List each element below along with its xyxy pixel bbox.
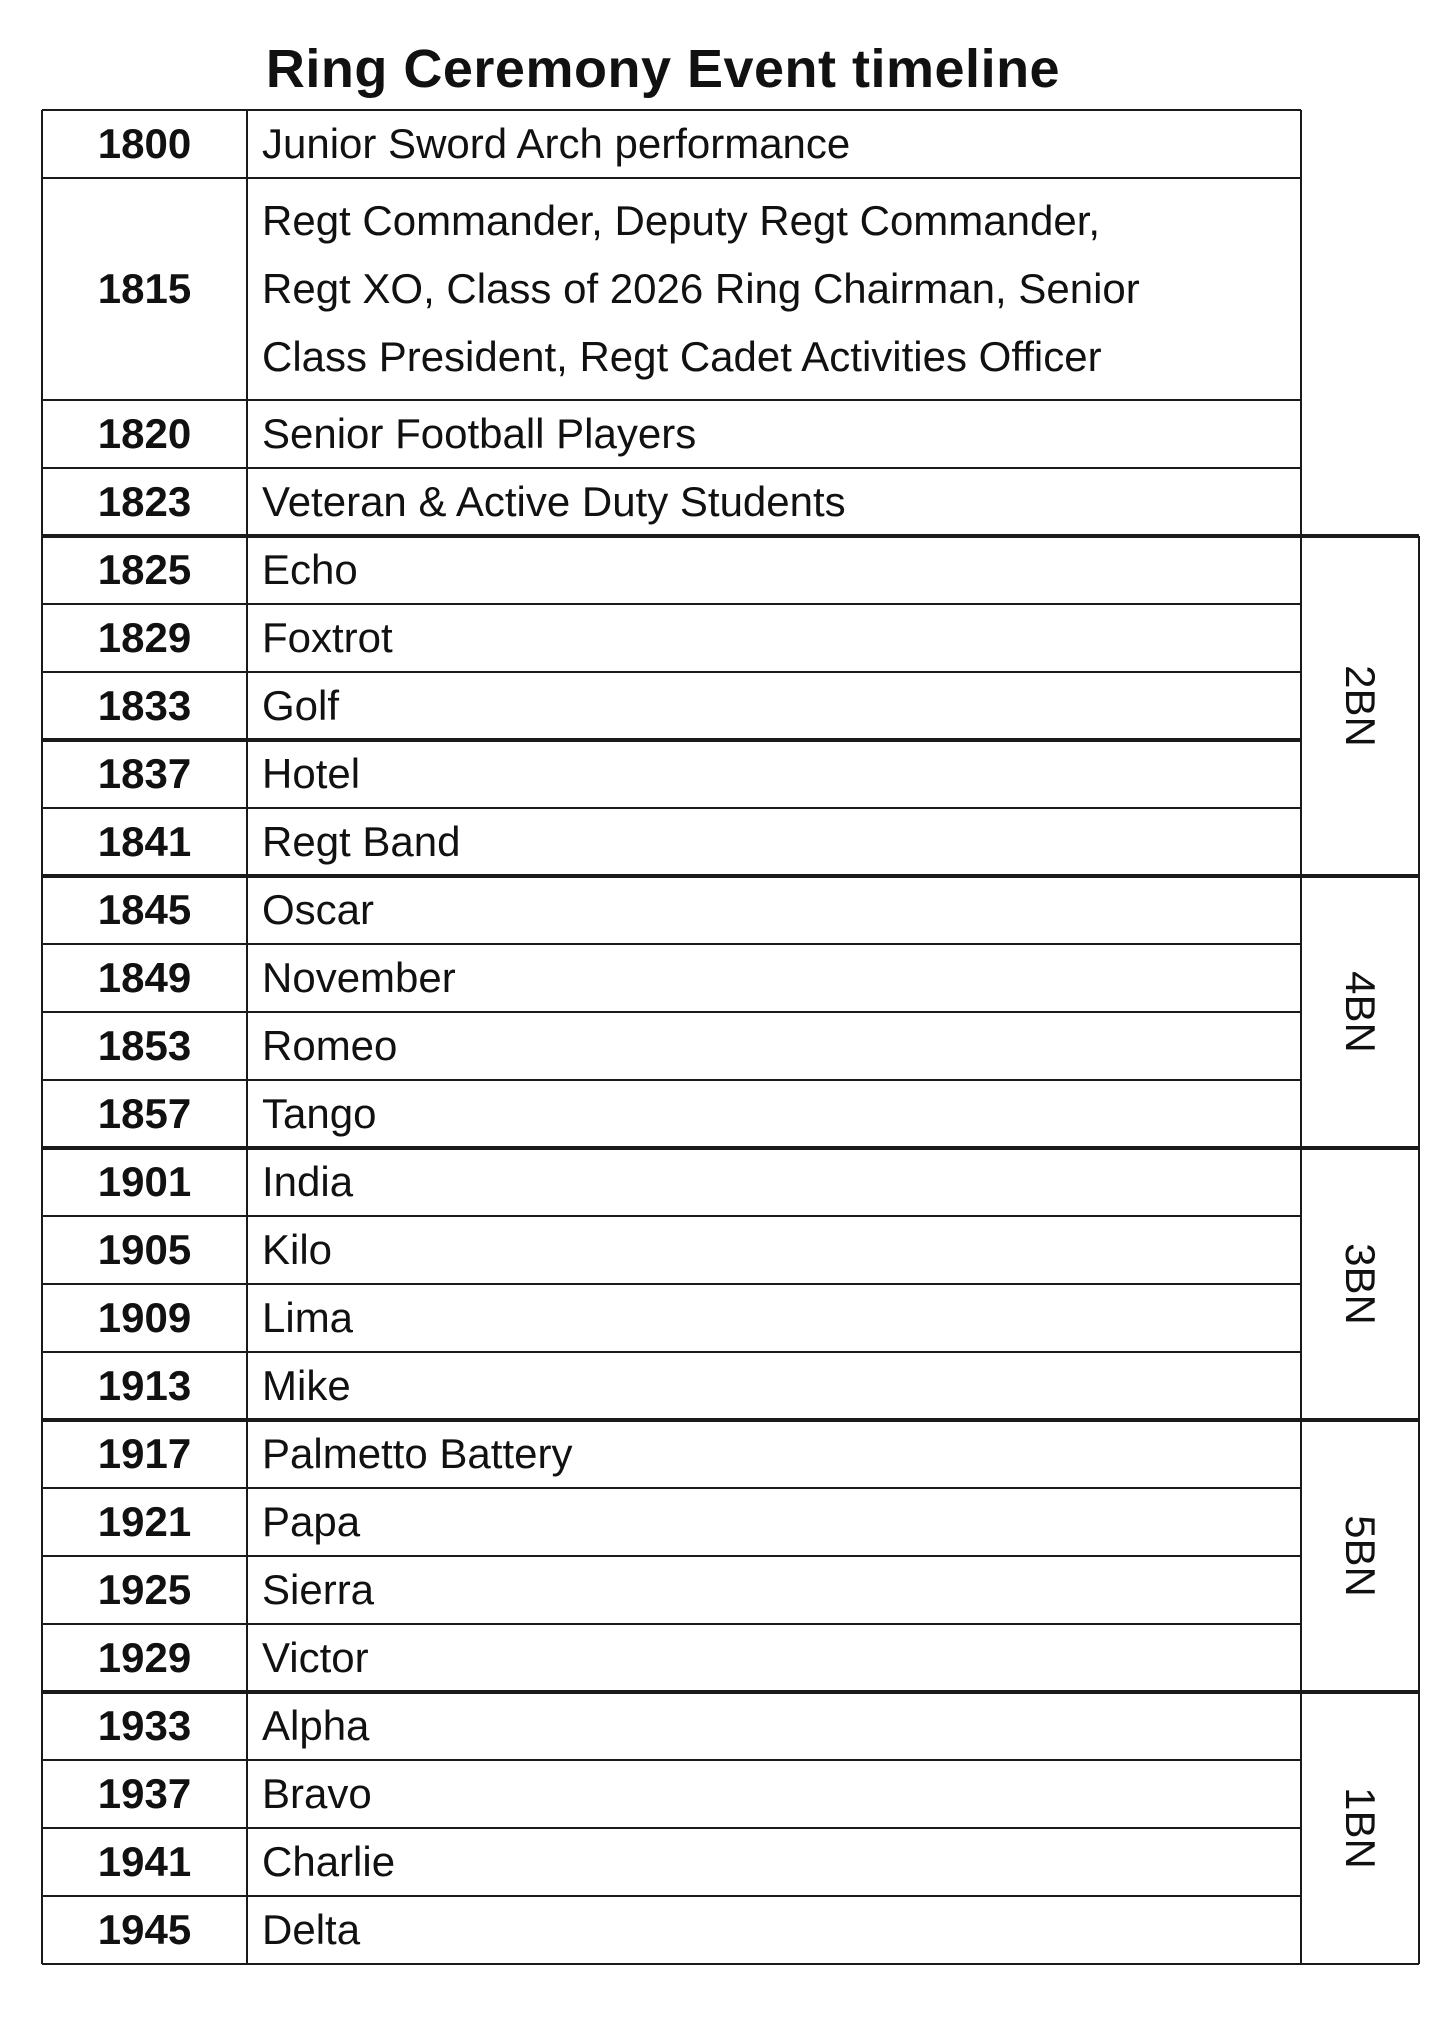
table-row — [42, 1828, 1301, 1896]
row-time: 1841 — [97, 818, 192, 865]
row-event: Tango — [262, 1090, 377, 1137]
battalion-label-text: 1BN — [1336, 1787, 1384, 1869]
row-divider — [42, 1623, 1301, 1625]
table-border-left — [41, 110, 43, 1964]
table-row — [42, 1284, 1301, 1352]
battalion-label — [1301, 536, 1419, 876]
row-divider — [42, 1895, 1301, 1897]
row-time: 1837 — [97, 750, 192, 797]
row-time: 1829 — [97, 614, 192, 661]
table-row — [42, 740, 1301, 808]
row-event: Regt Band — [262, 818, 461, 865]
row-event: Charlie — [262, 1838, 396, 1885]
table-row — [42, 1216, 1301, 1284]
row-event: Romeo — [262, 1022, 398, 1069]
row-divider — [42, 1690, 1419, 1694]
table-row — [42, 944, 1301, 1012]
table-row — [42, 536, 1301, 604]
row-divider — [42, 1283, 1301, 1285]
table-row — [42, 1420, 1301, 1488]
title-text: Ring Ceremony Event timeline — [265, 39, 1061, 99]
column-divider — [246, 110, 248, 1964]
row-time: 1909 — [97, 1294, 192, 1341]
row-divider — [42, 177, 1301, 179]
battalion-label-text: 5BN — [1336, 1515, 1384, 1597]
row-divider — [42, 467, 1301, 469]
row-time: 1853 — [97, 1022, 192, 1069]
row-event: Hotel — [262, 750, 361, 797]
row-event: Palmetto Battery — [262, 1430, 573, 1477]
row-event: Veteran & Active Duty Students — [262, 478, 846, 525]
table-row — [42, 468, 1301, 536]
row-divider — [42, 1487, 1301, 1489]
row-divider — [42, 874, 1419, 878]
row-event: Junior Sword Arch performance — [262, 120, 851, 167]
row-divider — [42, 1146, 1419, 1150]
table-row — [42, 808, 1301, 876]
row-time: 1815 — [97, 265, 192, 312]
battalion-label — [1301, 876, 1419, 1148]
table-row — [42, 400, 1301, 468]
row-time: 1941 — [97, 1838, 192, 1885]
row-divider — [42, 943, 1301, 945]
row-divider — [42, 1759, 1301, 1761]
row-divider — [42, 671, 1301, 673]
row-event: Senior Football Players — [262, 410, 697, 457]
table-row — [42, 1012, 1301, 1080]
row-divider — [42, 1215, 1301, 1217]
table-row — [42, 1352, 1301, 1420]
row-event: Foxtrot — [262, 614, 393, 661]
table-row — [42, 876, 1301, 944]
row-event: Regt Commander, Deputy Regt Commander, Regt XO, Class of 2026 Ring Chairman, Senior Class President, Regt Cadet Activities Officer — [262, 197, 1140, 380]
table-row — [42, 110, 1301, 178]
row-event: Sierra — [262, 1566, 375, 1613]
row-divider — [42, 807, 1301, 809]
table-row — [42, 1488, 1301, 1556]
row-event: Victor — [262, 1634, 369, 1681]
row-time: 1820 — [97, 410, 192, 457]
row-divider — [42, 1555, 1301, 1557]
battalion-label-text: 2BN — [1336, 665, 1384, 747]
battalion-label-text: 4BN — [1336, 971, 1384, 1053]
row-divider — [42, 1079, 1301, 1081]
battalion-label — [1301, 1692, 1419, 1964]
row-time: 1945 — [97, 1906, 192, 1953]
row-divider — [42, 738, 1301, 742]
row-time: 1857 — [97, 1090, 192, 1137]
row-divider — [42, 399, 1301, 401]
table-row — [42, 178, 1301, 400]
row-event: Kilo — [262, 1226, 333, 1273]
row-event: Golf — [262, 682, 340, 729]
table-row — [42, 1080, 1301, 1148]
row-divider — [42, 1011, 1301, 1013]
row-event: India — [262, 1158, 354, 1205]
table-row — [42, 1624, 1301, 1692]
row-time: 1937 — [97, 1770, 192, 1817]
row-time: 1929 — [97, 1634, 192, 1681]
row-time: 1845 — [97, 886, 192, 933]
row-time: 1921 — [97, 1498, 192, 1545]
table-row — [42, 1148, 1301, 1216]
row-time: 1901 — [97, 1158, 192, 1205]
row-time: 1823 — [97, 478, 192, 525]
row-time: 1833 — [97, 682, 192, 729]
row-time: 1800 — [97, 120, 192, 167]
row-event: Echo — [262, 546, 358, 593]
row-divider — [42, 603, 1301, 605]
row-time: 1849 — [97, 954, 192, 1001]
row-event: Oscar — [262, 886, 375, 933]
table-row — [42, 1556, 1301, 1624]
table-border-bottom — [42, 1963, 1419, 1965]
row-event: Bravo — [262, 1770, 372, 1817]
table-border-top — [42, 109, 1301, 111]
table-row — [42, 604, 1301, 672]
battalion-label — [1301, 1420, 1419, 1692]
row-time: 1905 — [97, 1226, 192, 1273]
page-title — [0, 34, 1446, 104]
row-divider — [42, 1418, 1419, 1422]
row-event: Alpha — [262, 1702, 370, 1749]
row-event: Papa — [262, 1498, 361, 1545]
row-event: Lima — [262, 1294, 354, 1341]
battalion-label — [1301, 1148, 1419, 1420]
row-event: Delta — [262, 1906, 361, 1953]
row-divider — [42, 1351, 1301, 1353]
row-time: 1933 — [97, 1702, 192, 1749]
row-divider — [42, 534, 1419, 538]
row-time: 1917 — [97, 1430, 192, 1477]
table-row — [42, 1692, 1301, 1760]
table-row — [42, 672, 1301, 740]
row-time: 1913 — [97, 1362, 192, 1409]
battalion-label-text: 3BN — [1336, 1243, 1384, 1325]
row-time: 1825 — [97, 546, 192, 593]
row-event: Mike — [262, 1362, 351, 1409]
row-divider — [42, 1827, 1301, 1829]
row-time: 1925 — [97, 1566, 192, 1613]
table-row — [42, 1896, 1301, 1964]
table-row — [42, 1760, 1301, 1828]
row-event: November — [262, 954, 456, 1001]
